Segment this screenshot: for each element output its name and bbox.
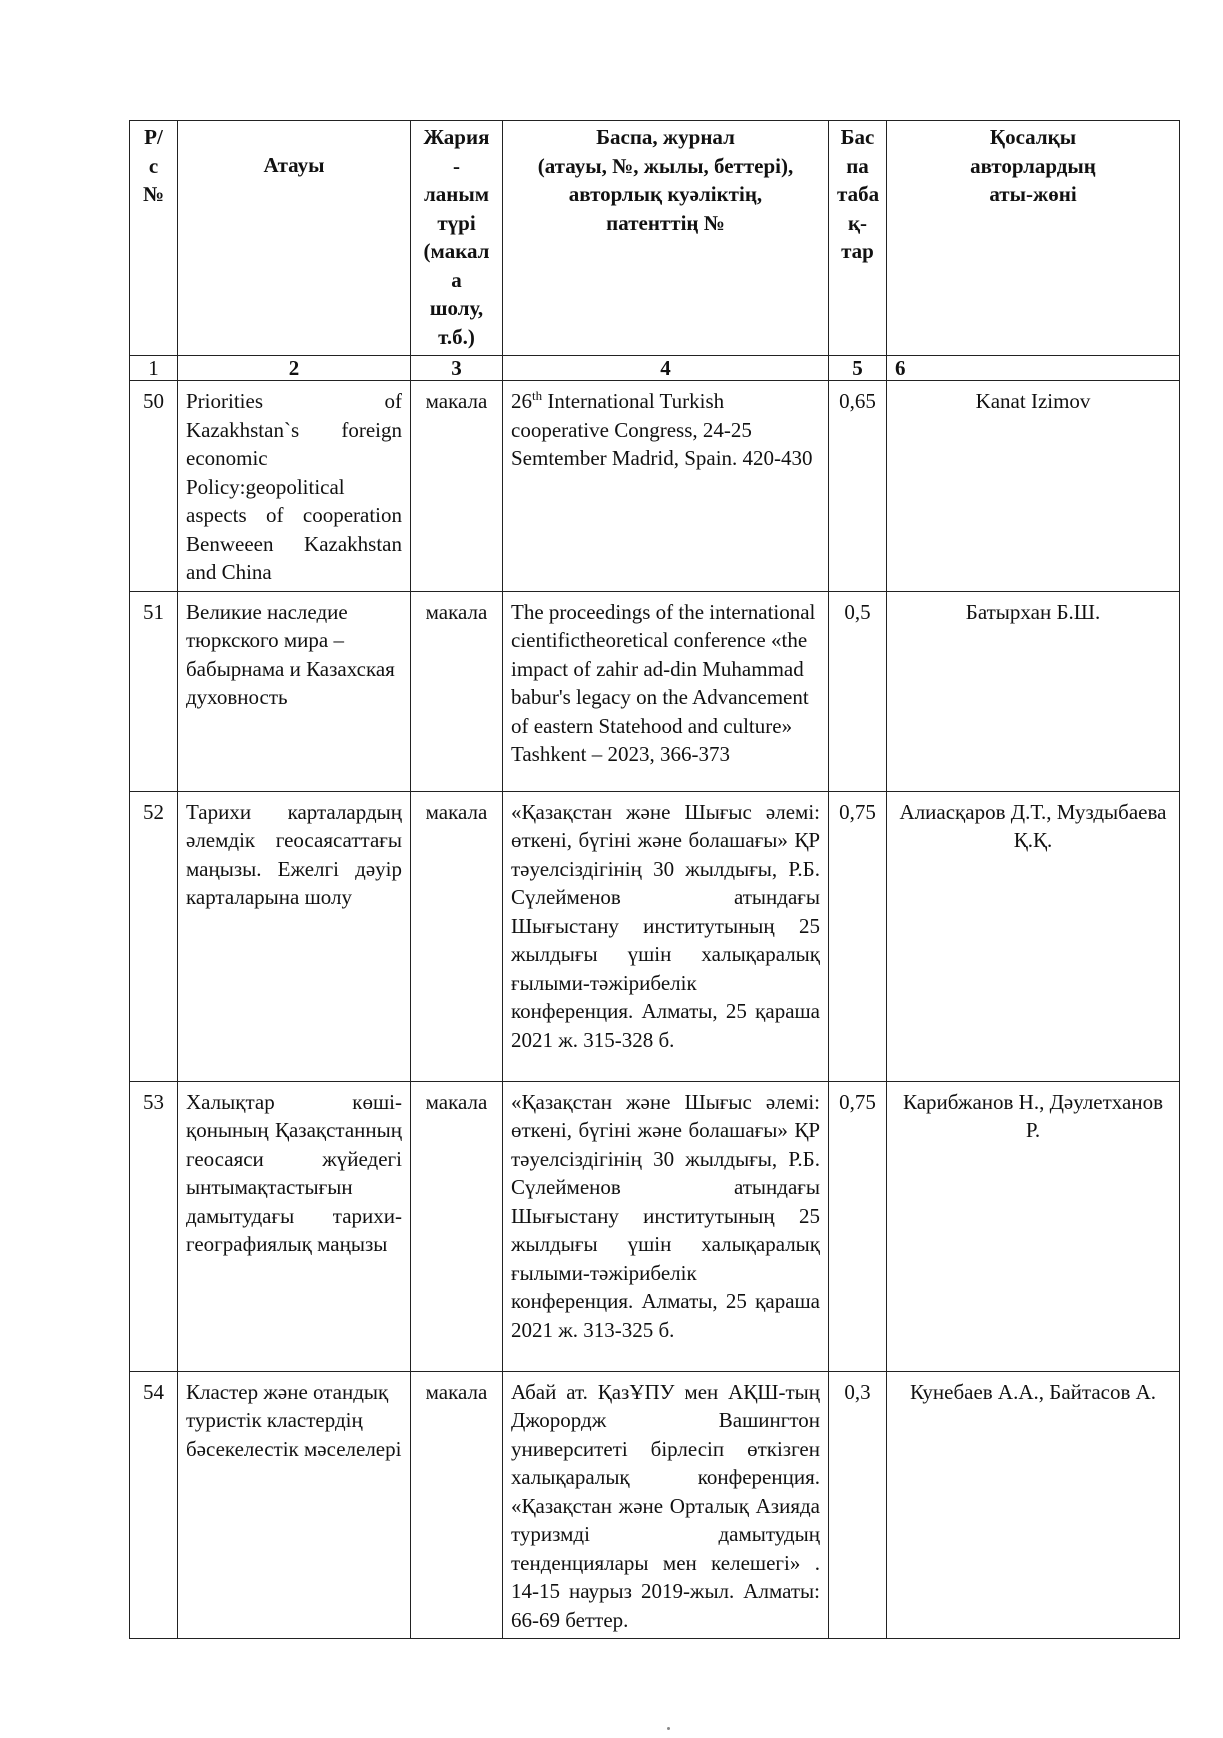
row-coauthors: Кунебаев А.А., Байтасов А.: [887, 1371, 1180, 1639]
row-num: 51: [130, 591, 178, 791]
table-row: [130, 1371, 1180, 1639]
header-type: Жария - ланым түрі (макал а шолу, т.б.): [411, 121, 503, 356]
publication-table: [129, 120, 1180, 1639]
column-number: 4: [503, 356, 829, 381]
row-title: Priorities of Kazakhstan`s foreign economic Policy:geopolitical aspects of cooperation Benweeen Kazakhstan and China: [178, 381, 411, 592]
header-title: Атауы: [178, 121, 411, 356]
column-number-row: [130, 356, 1180, 381]
row-sheets: 0,75: [829, 1081, 887, 1371]
table-row: [130, 381, 1180, 592]
row-source: The proceedings of the international cientifictheoretical conference «the impact of zahir ad-din Muhammad babur's legacy on the Advancement of eastern Statehood and culture» Tashkent – 2023, 366-373: [503, 591, 829, 791]
header-source: Баспа, журнал (атауы, №, жылы, беттері), авторлық куәліктің, патенттің №: [503, 121, 829, 356]
row-sheets: 0,5: [829, 591, 887, 791]
source-text: International Turkish cooperative Congress, 24-25 Semtember Madrid, Spain. 420-430: [511, 389, 813, 470]
scan-speck: [667, 1727, 670, 1730]
row-coauthors: Алиасқаров Д.Т., Муздыбаева Қ.Қ.: [887, 791, 1180, 1081]
source-prefix: 26: [511, 389, 532, 413]
row-type: макала: [411, 1371, 503, 1639]
table-row: [130, 1081, 1180, 1371]
row-type: макала: [411, 791, 503, 1081]
publication-table-page: [129, 120, 1179, 1639]
row-type: макала: [411, 1081, 503, 1371]
header-row: [130, 121, 1180, 356]
header-num: Р/ с №: [130, 121, 178, 356]
column-number: 2: [178, 356, 411, 381]
header-coauthors: Қосалқы авторлардың аты-жөні: [887, 121, 1180, 356]
row-title: Халықтар көші-қонының Қазақстанның геосаяси жүйедегі ынтымақтастығын дамытудағы тарихи-географиялық маңызы: [178, 1081, 411, 1371]
column-number: 1: [130, 356, 178, 381]
column-number: 6: [887, 356, 1180, 381]
row-title: Великие наследие тюркского мира – бабырнама и Казахская духовность: [178, 591, 411, 791]
header-sheets: Бас па таба қ- тар: [829, 121, 887, 356]
table-row: [130, 591, 1180, 791]
row-coauthors: Батырхан Б.Ш.: [887, 591, 1180, 791]
row-num: 54: [130, 1371, 178, 1639]
row-coauthors: Карибжанов Н., Дәулетханов Р.: [887, 1081, 1180, 1371]
row-source: [503, 381, 829, 592]
row-coauthors: Kanat Izimov: [887, 381, 1180, 592]
row-sheets: 0,65: [829, 381, 887, 592]
row-title: Тарихи карталардың әлемдік геосаясаттағы маңызы. Ежелгі дәуір карталарына шолу: [178, 791, 411, 1081]
row-sheets: 0,3: [829, 1371, 887, 1639]
row-type: макала: [411, 591, 503, 791]
row-num: 52: [130, 791, 178, 1081]
table-row: [130, 791, 1180, 1081]
row-num: 50: [130, 381, 178, 592]
row-source: «Қазақстан және Шығыс әлемі: өткені, бүгіні және болашағы» ҚР тәуелсіздігінің 30 жылдығы, Р.Б. Сүлейменов атындағы Шығыстану институтының 25 жылдығы үшін халықаралық ғылыми-тәжірибелік конференция. Алматы, 25 қараша 2021 ж. 313-325 б.: [503, 1081, 829, 1371]
source-superscript: th: [532, 388, 543, 403]
row-source: «Қазақстан және Шығыс әлемі: өткені, бүгіні және болашағы» ҚР тәуелсіздігінің 30 жылдығы, Р.Б. Сүлейменов атындағы Шығыстану институтының 25 жылдығы үшін халықаралық ғылыми-тәжірибелік конференция. Алматы, 25 қараша 2021 ж. 315-328 б.: [503, 791, 829, 1081]
column-number: 5: [829, 356, 887, 381]
row-source: Абай ат. ҚазҰПУ мен АҚШ-тың Джорордж Вашингтон университеті бірлесіп өткізген халықаралық конференция. «Қазақстан және Орталық Азияда туризмді дамытудың тенденциялары мен келешегі» . 14-15 наурыз 2019-жыл. Алматы: 66-69 беттер.: [503, 1371, 829, 1639]
row-title: Кластер және отандық туристік кластердің бәсекелестік мәселелері: [178, 1371, 411, 1639]
row-num: 53: [130, 1081, 178, 1371]
row-sheets: 0,75: [829, 791, 887, 1081]
column-number: 3: [411, 356, 503, 381]
row-type: макала: [411, 381, 503, 592]
